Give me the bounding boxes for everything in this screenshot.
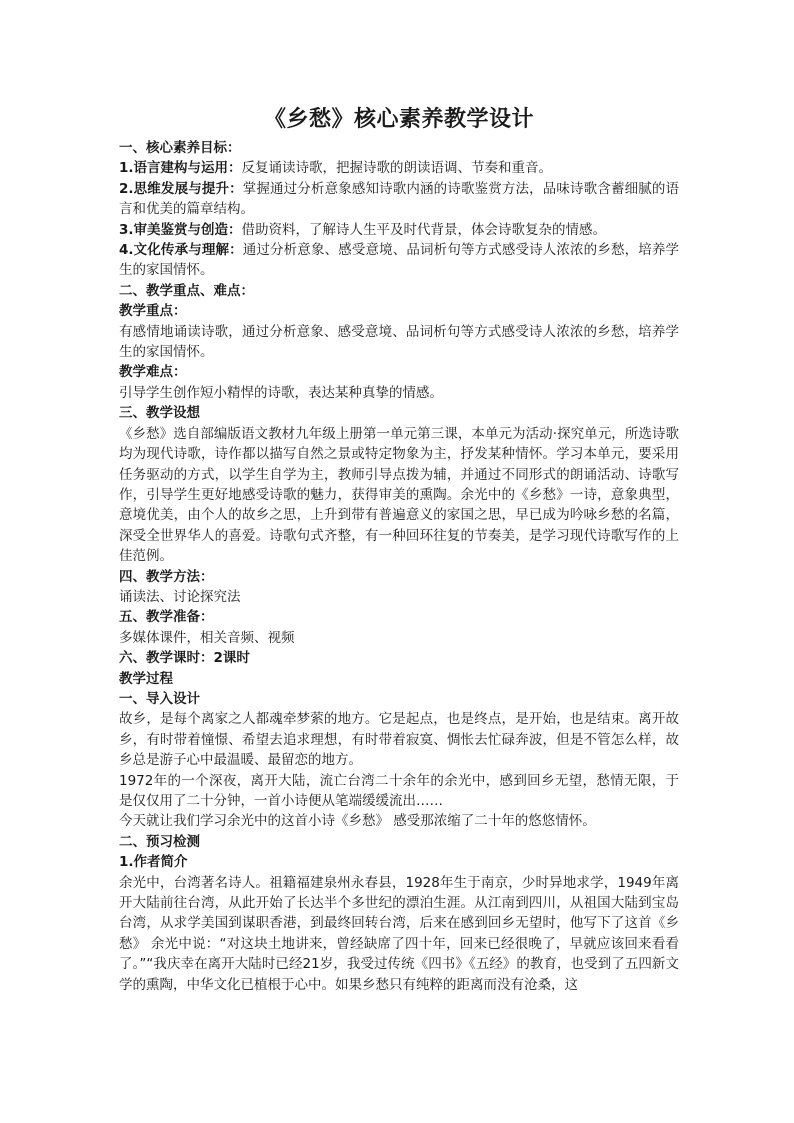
intro-heading: 一、导入设计 xyxy=(119,690,200,707)
objective-text: 借助资料，了解诗人生平及时代背景，体会诗歌复杂的情感。 xyxy=(241,221,607,238)
section-heading-design: 三、教学设想 xyxy=(119,405,200,422)
document-title: 《乡愁》核心素养教学设计 xyxy=(263,107,534,132)
intro-paragraph: 1972年的一个深夜，离开大陆，流亡台湾二十余年的余光中，感到回乡无望，愁情无限，于是仅仅用了二十分钟，一首小诗便从笔端缓缓流出…… xyxy=(119,772,679,809)
objective-text: 掌握通过分析意象感知诗歌内涵的诗歌鉴赏方法，品味诗歌含蓄细腻的语言和优美的篇章结构。 xyxy=(119,180,680,218)
process-heading: 教学过程 xyxy=(119,670,173,687)
preview-heading: 二、预习检测 xyxy=(119,833,200,850)
difficulty-label: 教学难点： xyxy=(119,364,187,381)
key-point-label: 教学重点： xyxy=(119,303,187,320)
section-heading-key-points: 二、教学重点、难点： xyxy=(119,282,254,299)
objective-item xyxy=(119,240,679,281)
key-point-text: 有感情地诵读诗歌，通过分析意象、感受意境、品词析句等方式感受诗人浓浓的乡愁，培养学生的家国情怀。 xyxy=(119,323,679,361)
methods-text: 诵读法、讨论探究法 xyxy=(119,588,241,605)
intro-paragraph: 今天就让我们学习余光中的这首小诗《乡愁》 感受那浓缩了二十年的悠悠情怀。 xyxy=(119,813,596,830)
objective-label: 4.文化传承与理解： xyxy=(119,242,243,259)
objective-text: 反复诵读诗歌，把握诗歌的朗读语调、节奏和重音。 xyxy=(241,160,553,177)
difficulty-text: 引导学生创作短小精悍的诗歌，表达某种真挚的情感。 xyxy=(119,384,443,401)
objective-label: 3.审美鉴赏与创造： xyxy=(119,221,242,238)
author-intro-paragraph: 余光中，台湾著名诗人。祖籍福建泉州永春县，1928年生于南京，少时异地求学，1949年离开大陆前往台湾，从此开始了长达半个多世纪的漂泊生涯。从江南到四川，从祖国大陆到宝岛台湾，从求学美国到谋职香港，到最终回转台湾，后来在感到回乡无望时，他写下了这首《乡愁》 余光中说：“对这块土地讲来，曾经缺席了四十年，回来已经很晚了，早就应该回来看看了。”“我庆幸在离开大陆时已经21岁，我受过传统《四书》《五经》的教育，也受到了五四新文学的熏陶，中华文化已植根于心中。如果乡愁只有纯粹的距离而没有沧桑，这 xyxy=(119,874,679,993)
objective-label: 2.思维发展与提升： xyxy=(119,180,243,197)
section-heading-preparation: 五、教学准备： xyxy=(119,609,214,626)
preparation-text: 多媒体课件，相关音频、视频 xyxy=(119,629,295,646)
section-heading-methods: 四、教学方法： xyxy=(119,568,214,585)
section-heading-hours: 六、教学课时：2课时 xyxy=(119,650,250,667)
document-page xyxy=(119,104,679,995)
design-paragraph: 《乡愁》选自部编版语文教材九年级上册第一单元第三课，本单元为活动·探究单元，所选诗歌均为现代诗歌，诗作都以描写自然之景或特定物象为主，抒发某种情怀。学习本单元，要采用任务驱动的方式，以学生自学为主，教师引导点拨为辅，并通过不同形式的朗诵活动、诗歌写作，引导学生更好地感受诗歌的魅力，获得审美的熏陶。余光中的《乡愁》一诗，意象典型，意境优美，由个人的故乡之思，上升到带有普遍意义的家国之思，早已成为吟咏乡愁的名篇，深受全世界华人的喜爱。诗歌句式齐整，有一种回环往复的节奏美，是学习现代诗歌写作的上佳范例。 xyxy=(119,425,679,565)
objective-item xyxy=(119,220,679,240)
objective-label: 1.语言建构与运用： xyxy=(119,160,242,177)
objective-text: 通过分析意象、感受意境、品词析句等方式感受诗人浓浓的乡愁，培养学生的家国情怀。 xyxy=(119,242,680,279)
objective-item xyxy=(119,179,679,220)
section-heading-objectives: 一、核心素养目标： xyxy=(119,140,241,156)
author-intro-heading: 1.作者简介 xyxy=(119,854,188,871)
intro-paragraph: 故乡，是每个离家之人都魂牵梦萦的地方。它是起点，也是终点，是开始，也是结束。离开故乡，有时带着憧憬、希望去追求理想，有时带着寂寞、惆怅去忙碌奔波，但是不管怎么样，故乡总是游子心中最温暖、最留恋的地方。 xyxy=(119,711,679,769)
objective-item xyxy=(119,158,679,178)
